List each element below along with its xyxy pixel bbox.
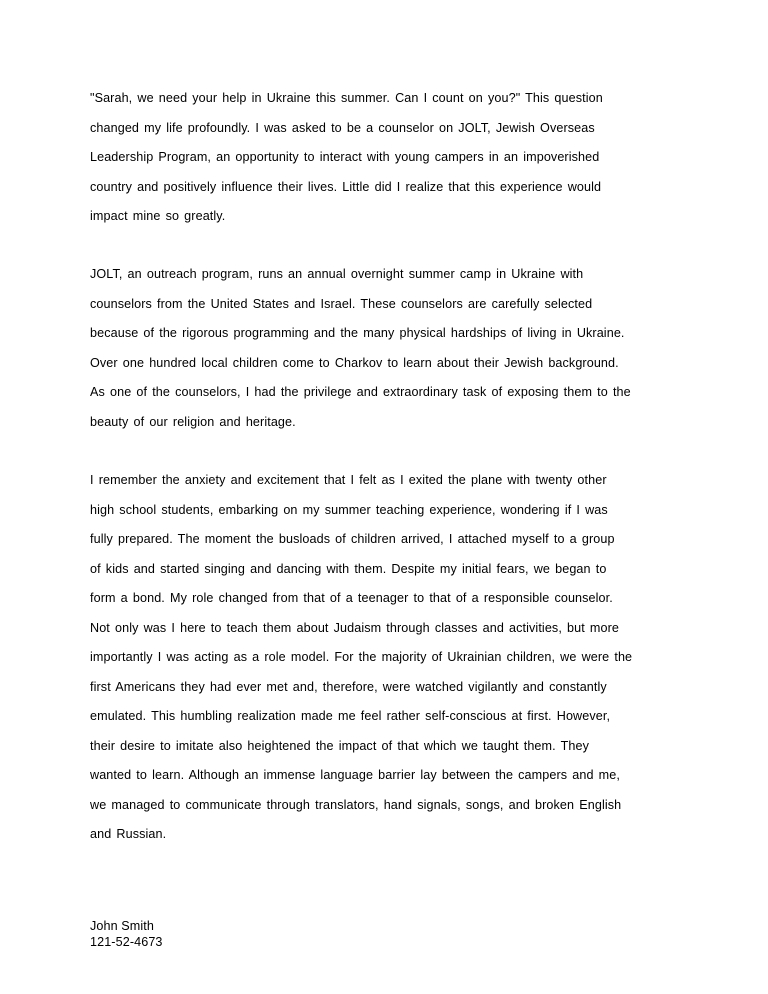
text-line: impact mine so greatly.: [90, 209, 226, 223]
text-line: beauty of our religion and heritage.: [90, 414, 296, 429]
essay-paragraph-3: [90, 466, 690, 850]
text-line: JOLT, an outreach program, runs an annual overnight summer camp in Ukraine with: [90, 267, 584, 281]
text-line: form a bond. My role changed from that of a teenager to that of a responsible counselor.: [90, 591, 613, 605]
text-line: high school students, embarking on my summer teaching experience, wondering if I was: [90, 502, 608, 517]
text-line: first Americans they had ever met and, therefore, were watched vigilantly and constantly: [90, 679, 607, 694]
author-name: John Smith: [90, 919, 154, 933]
text-line: because of the rigorous programming and the many physical hardships of living in Ukraine.: [90, 326, 625, 340]
text-line: I remember the anxiety and excitement that I felt as I exited the plane with twenty other: [90, 473, 607, 487]
text-line: counselors from the United States and Israel. These counselors are carefully selected: [90, 296, 593, 311]
author-id-number: 121-52-4673: [90, 935, 163, 949]
text-line: country and positively influence their lives. Little did I realize that this experience would: [90, 179, 602, 194]
text-line: Leadership Program, an opportunity to interact with young campers in an impoverished: [90, 150, 600, 164]
essay-paragraph-2: [90, 260, 690, 437]
text-line: As one of the counselors, I had the privilege and extraordinary task of exposing them to the: [90, 385, 631, 399]
text-line: changed my life profoundly. I was asked to be a counselor on JOLT, Jewish Overseas: [90, 120, 595, 135]
text-line: we managed to communicate through translators, hand signals, songs, and broken English: [90, 797, 622, 812]
text-line: wanted to learn. Although an immense language barrier lay between the campers and me,: [90, 768, 620, 782]
text-line: Over one hundred local children come to Charkov to learn about their Jewish background.: [90, 355, 619, 370]
text-line: emulated. This humbling realization made me feel rather self-conscious at first. However,: [90, 709, 611, 723]
text-line: importantly I was acting as a role model. For the majority of Ukrainian children, we were the: [90, 650, 633, 664]
text-line: Not only was I here to teach them about Judaism through classes and activities, but more: [90, 620, 620, 635]
text-line: "Sarah, we need your help in Ukraine this summer. Can I count on you?" This question: [90, 91, 603, 105]
text-line: fully prepared. The moment the busloads of children arrived, I attached myself to a group: [90, 532, 615, 546]
text-line: their desire to imitate also heightened the impact of that which we taught them. They: [90, 738, 589, 753]
document-footer: [90, 918, 163, 950]
essay-paragraph-1: [90, 84, 690, 232]
text-line: of kids and started singing and dancing with them. Despite my initial fears, we began to: [90, 561, 607, 576]
text-line: and Russian.: [90, 827, 167, 841]
